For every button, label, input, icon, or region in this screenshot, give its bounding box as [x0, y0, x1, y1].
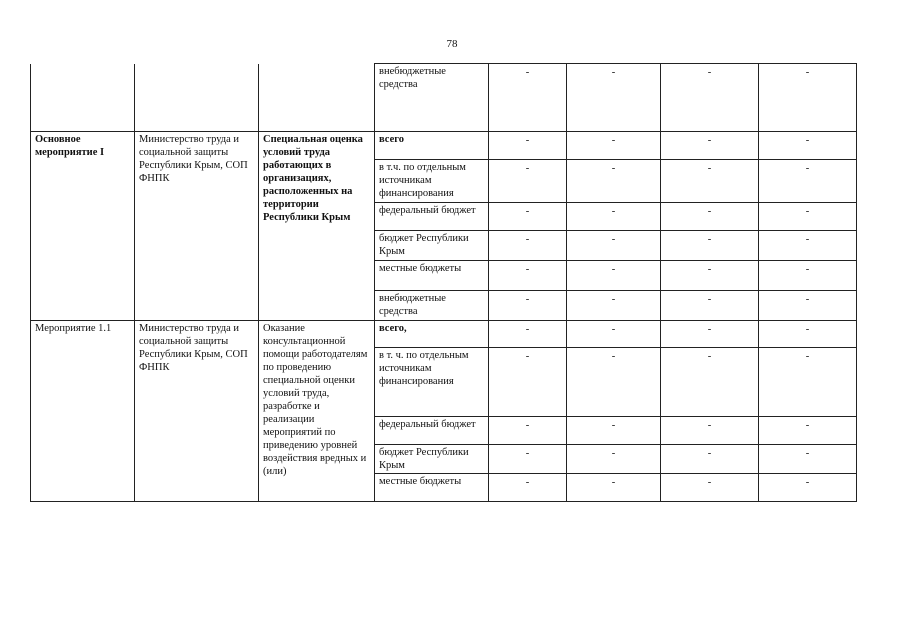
value-cell: -	[567, 203, 661, 231]
value-cell: -	[567, 348, 661, 417]
activity-name-cell: Мероприятие 1.1	[31, 321, 135, 502]
source-cell: бюджет Республики Крым	[375, 445, 489, 474]
table-row	[31, 64, 857, 132]
value-cell: -	[759, 203, 857, 231]
value-cell: -	[567, 231, 661, 261]
value-cell: -	[661, 64, 759, 132]
value-cell: -	[759, 261, 857, 291]
value-cell: -	[489, 261, 567, 291]
value-cell: -	[489, 231, 567, 261]
value-cell: -	[567, 321, 661, 348]
value-cell: -	[661, 474, 759, 502]
value-cell: -	[567, 445, 661, 474]
description-cell: Специальная оценка условий труда работающих в организациях, расположенных на территории Республики Крым	[259, 132, 375, 321]
source-cell: бюджет Республики Крым	[375, 231, 489, 261]
value-cell: -	[567, 417, 661, 445]
funding-table	[30, 63, 857, 502]
value-cell: -	[489, 445, 567, 474]
value-cell: -	[489, 348, 567, 417]
value-cell: -	[489, 321, 567, 348]
value-cell: -	[759, 64, 857, 132]
value-cell: -	[759, 132, 857, 160]
value-cell: -	[759, 231, 857, 261]
value-cell: -	[661, 321, 759, 348]
activity-name-cell	[31, 64, 135, 132]
source-cell: в т.ч. по отдельным источникам финансирования	[375, 160, 489, 203]
source-cell: федеральный бюджет	[375, 203, 489, 231]
value-cell: -	[489, 417, 567, 445]
value-cell: -	[489, 132, 567, 160]
value-cell: -	[661, 261, 759, 291]
source-cell: внебюджетные средства	[375, 64, 489, 132]
executor-cell: Министерство труда и социальной защиты Республики Крым, СОП ФНПК	[135, 132, 259, 321]
value-cell: -	[567, 132, 661, 160]
value-cell: -	[759, 348, 857, 417]
value-cell: -	[759, 160, 857, 203]
value-cell: -	[661, 203, 759, 231]
value-cell: -	[759, 321, 857, 348]
source-cell: в т. ч. по отдельным источникам финансирования	[375, 348, 489, 417]
source-cell: местные бюджеты	[375, 474, 489, 502]
description-cell	[259, 64, 375, 132]
value-cell: -	[489, 203, 567, 231]
description-cell: Оказание консультационной помощи работодателям по проведению специальной оценки условий труда, разработке и реализации мероприятий по приведению уровней воздействия вредных и (или)	[259, 321, 375, 502]
source-cell: федеральный бюджет	[375, 417, 489, 445]
source-cell: всего,	[375, 321, 489, 348]
value-cell: -	[567, 474, 661, 502]
executor-cell: Министерство труда и социальной защиты Республики Крым, СОП ФНПК	[135, 321, 259, 502]
value-cell: -	[661, 132, 759, 160]
value-cell: -	[661, 291, 759, 321]
value-cell: -	[489, 291, 567, 321]
value-cell: -	[661, 445, 759, 474]
value-cell: -	[567, 64, 661, 132]
value-cell: -	[489, 474, 567, 502]
table-row	[31, 321, 857, 348]
executor-cell	[135, 64, 259, 132]
value-cell: -	[567, 261, 661, 291]
value-cell: -	[567, 160, 661, 203]
value-cell: -	[759, 445, 857, 474]
value-cell: -	[489, 160, 567, 203]
value-cell: -	[759, 417, 857, 445]
activity-name-cell: Основное мероприятие I	[31, 132, 135, 321]
value-cell: -	[759, 291, 857, 321]
page-number: 78	[446, 38, 458, 50]
source-cell: всего	[375, 132, 489, 160]
source-cell: местные бюджеты	[375, 261, 489, 291]
value-cell: -	[661, 348, 759, 417]
value-cell: -	[567, 291, 661, 321]
value-cell: -	[759, 474, 857, 502]
table-row	[31, 132, 857, 160]
value-cell: -	[661, 160, 759, 203]
source-cell: внебюджетные средства	[375, 291, 489, 321]
value-cell: -	[661, 417, 759, 445]
value-cell: -	[661, 231, 759, 261]
value-cell: -	[489, 64, 567, 132]
